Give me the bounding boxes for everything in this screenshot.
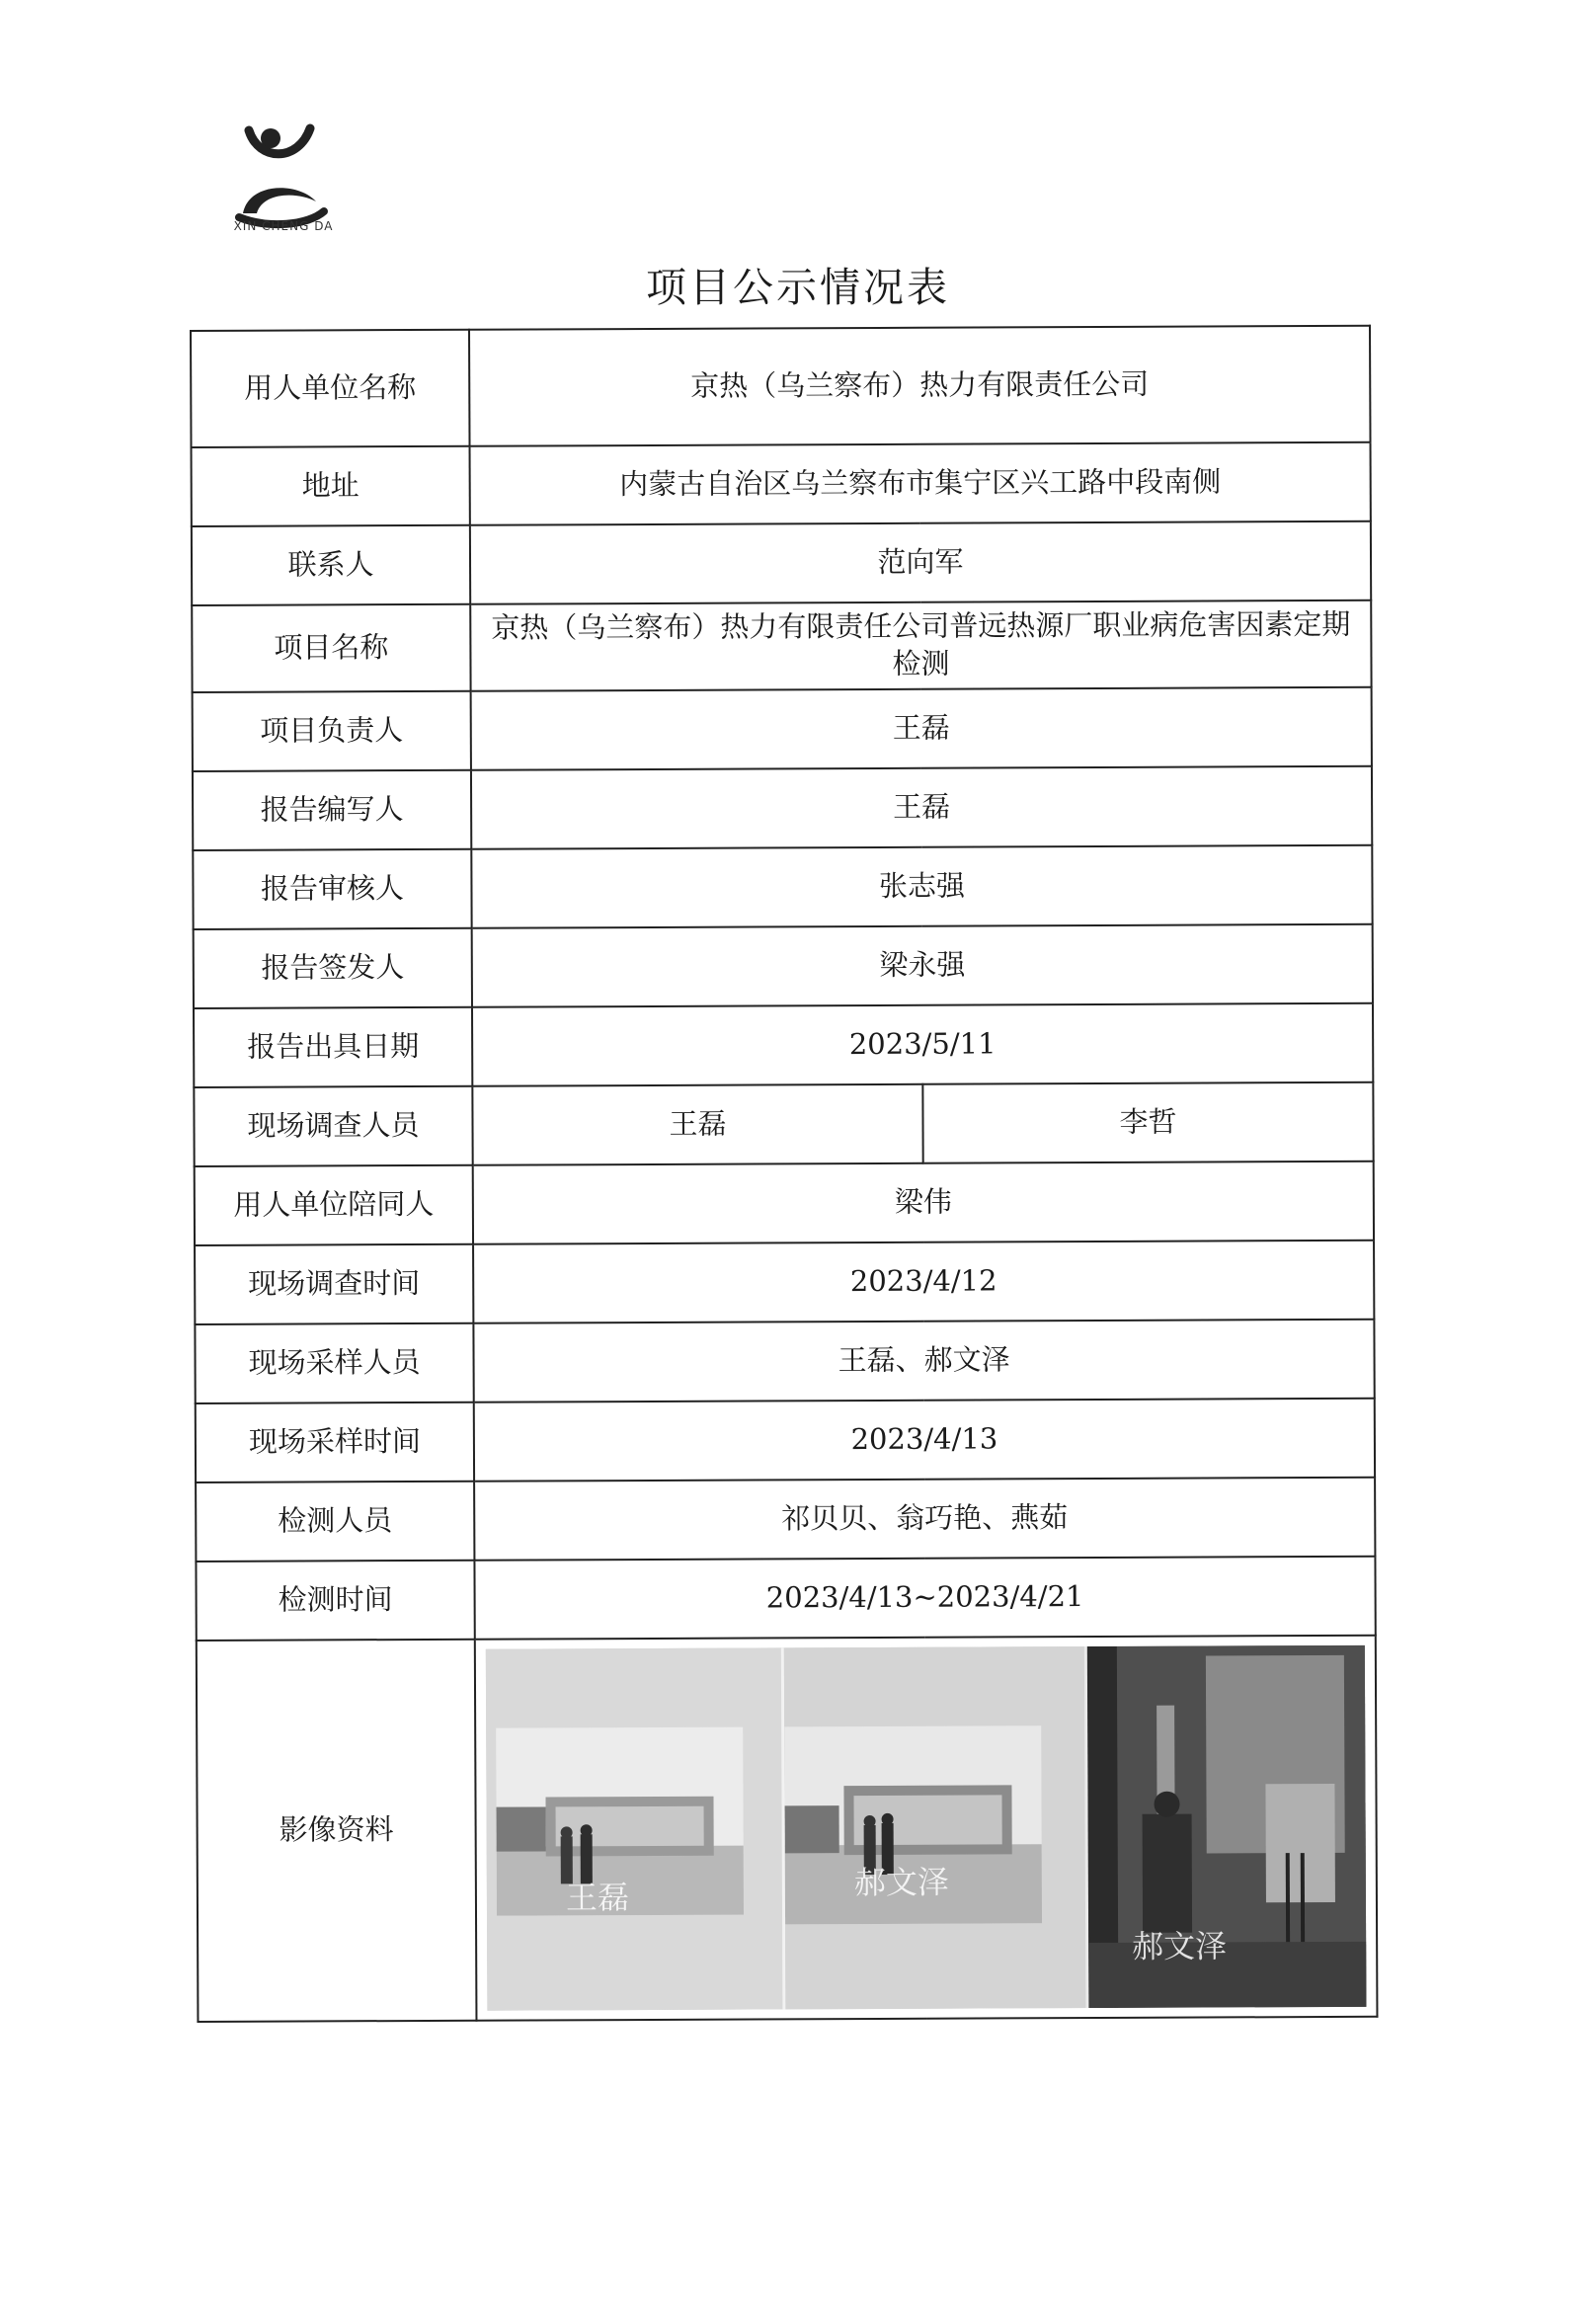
table-row-escort bbox=[195, 1162, 1374, 1245]
value-employer: 京热（乌兰察布）热力有限责任公司 bbox=[469, 326, 1371, 446]
table-row-images bbox=[197, 1636, 1378, 2022]
label-address: 地址 bbox=[192, 446, 470, 526]
label-contact: 联系人 bbox=[192, 525, 470, 605]
value-survey-time: 2023/4/12 bbox=[473, 1241, 1374, 1323]
table-row-project-name bbox=[192, 601, 1371, 692]
table-row-sampling-time bbox=[196, 1399, 1375, 1482]
label-escort: 用人单位陪同人 bbox=[195, 1165, 473, 1245]
table-row-testing-time bbox=[196, 1557, 1375, 1641]
photo-caption-3: 郝文泽 bbox=[1132, 1927, 1228, 1965]
label-survey-time: 现场调查时间 bbox=[195, 1244, 473, 1324]
label-report-date: 报告出具日期 bbox=[194, 1007, 472, 1087]
site-photo-2 bbox=[784, 1646, 1089, 2009]
table-row-employer bbox=[191, 326, 1371, 447]
value-escort: 梁伟 bbox=[473, 1162, 1374, 1244]
label-report-writer: 报告编写人 bbox=[193, 770, 471, 850]
label-survey-staff: 现场调查人员 bbox=[194, 1086, 472, 1166]
table-row-address bbox=[192, 442, 1371, 526]
value-project-lead: 王磊 bbox=[471, 687, 1372, 770]
label-sampling-time: 现场采样时间 bbox=[196, 1402, 474, 1482]
photo-strip bbox=[486, 1645, 1367, 2011]
site-photo-1 bbox=[486, 1647, 786, 2010]
page-title: 项目公示情况表 bbox=[646, 264, 950, 311]
label-report-reviewer: 报告审核人 bbox=[193, 849, 471, 929]
value-sampling-staff: 王磊、郝文泽 bbox=[473, 1320, 1374, 1402]
label-testing-time: 检测时间 bbox=[196, 1561, 474, 1641]
table-row-project-lead bbox=[193, 687, 1372, 771]
table-row-report-issuer bbox=[194, 924, 1373, 1008]
value-sampling-time: 2023/4/13 bbox=[474, 1399, 1375, 1482]
value-testing-time: 2023/4/13~2023/4/21 bbox=[474, 1557, 1375, 1640]
table-row-contact bbox=[192, 521, 1371, 605]
value-report-date: 2023/5/11 bbox=[472, 1003, 1373, 1086]
label-images: 影像资料 bbox=[197, 1640, 477, 2022]
value-survey-staff-2: 李哲 bbox=[922, 1082, 1373, 1163]
label-project-name: 项目名称 bbox=[192, 604, 470, 692]
value-report-reviewer: 张志强 bbox=[471, 845, 1372, 928]
photo-caption-2: 郝文泽 bbox=[853, 1863, 949, 1902]
photo-caption-1: 王磊 bbox=[565, 1879, 630, 1917]
label-sampling-staff: 现场采样人员 bbox=[195, 1323, 473, 1403]
table-row-report-writer bbox=[193, 766, 1372, 850]
label-employer: 用人单位名称 bbox=[191, 330, 470, 447]
table-row-sampling-staff bbox=[195, 1320, 1374, 1403]
value-images bbox=[475, 1636, 1378, 2021]
table-row-survey-staff bbox=[194, 1082, 1373, 1166]
table-row-testing-staff bbox=[196, 1478, 1375, 1562]
value-report-issuer: 梁永强 bbox=[472, 924, 1373, 1007]
label-testing-staff: 检测人员 bbox=[196, 1482, 474, 1562]
table-row-report-date bbox=[194, 1003, 1373, 1087]
project-info-table bbox=[190, 325, 1378, 2023]
value-address: 内蒙古自治区乌兰察布市集宁区兴工路中段南侧 bbox=[470, 442, 1371, 525]
value-project-name: 京热（乌兰察布）热力有限责任公司普远热源厂职业病危害因素定期检测 bbox=[470, 601, 1371, 691]
value-testing-staff: 祁贝贝、翁巧艳、燕茹 bbox=[474, 1478, 1375, 1561]
value-report-writer: 王磊 bbox=[471, 766, 1372, 849]
logo-text: XIN CHENG DA bbox=[233, 219, 334, 233]
label-project-lead: 项目负责人 bbox=[193, 691, 471, 771]
value-survey-staff-1: 王磊 bbox=[472, 1084, 922, 1165]
table-row-survey-time bbox=[195, 1241, 1374, 1324]
label-report-issuer: 报告签发人 bbox=[194, 928, 472, 1008]
table-row-report-reviewer bbox=[193, 845, 1372, 929]
site-photo-3 bbox=[1087, 1645, 1367, 2008]
value-contact: 范向军 bbox=[470, 521, 1371, 604]
